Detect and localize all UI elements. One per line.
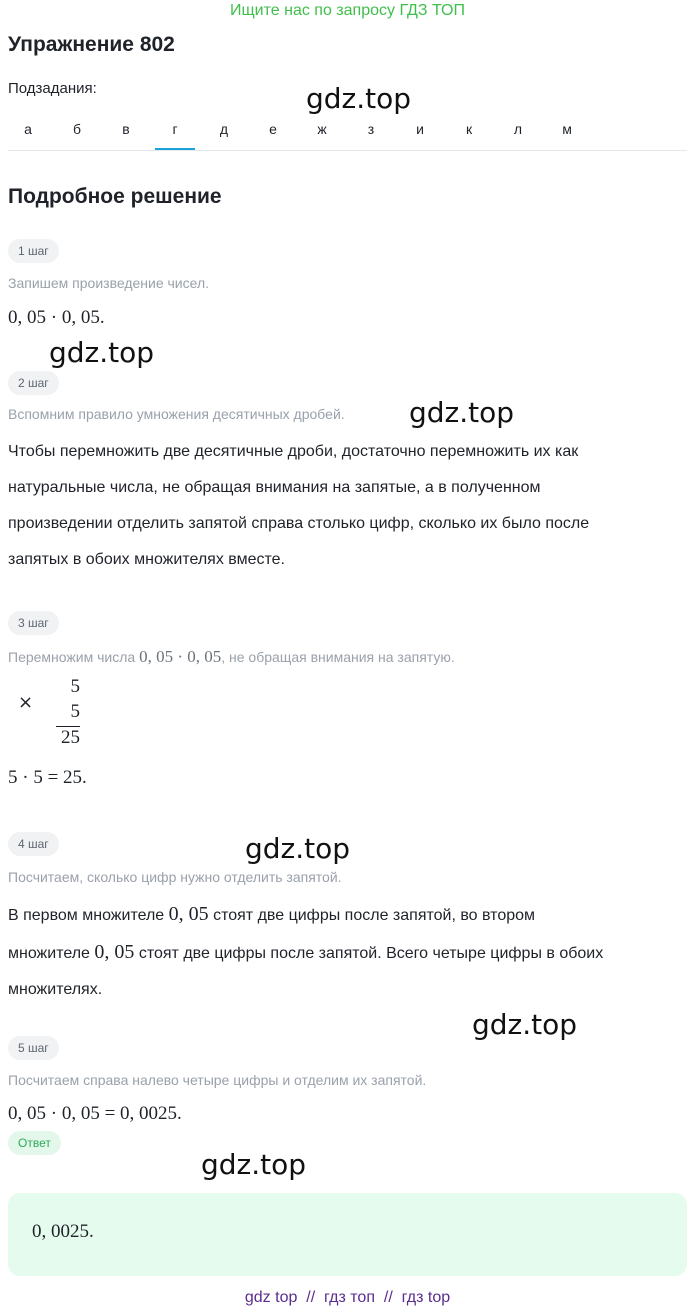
- step-hint: Запишем произведение чисел.: [8, 275, 210, 291]
- step-hint: Посчитаем справа налево четыре цифры и отделим их запятой.: [8, 1072, 427, 1088]
- watermark: gdz.top: [306, 82, 412, 115]
- step-hint: Перемножим числа 0, 05 · 0, 05, не обращая внимания на запятую.: [8, 647, 455, 666]
- step-hint: Посчитаем, сколько цифр нужно отделить запятой.: [8, 869, 342, 885]
- column-operand: 5: [70, 701, 80, 722]
- footer-links[interactable]: gdz top // гдз топ // гдз top: [244, 1289, 451, 1306]
- watermark: gdz.top: [49, 336, 155, 369]
- step-math: 0, 05 · 0, 05.: [8, 307, 105, 328]
- step-text: Чтобы перемножить две десятичные дроби, достаточно перемножить их как натуральные числа, не обращая внимания на запятые, а в полученном произведении отделить запятой справа столько цифр, сколько их было после запятых в обоих множителях вместе.: [8, 443, 590, 568]
- tab-l[interactable]: л: [513, 121, 523, 137]
- tab-e[interactable]: е: [269, 121, 277, 137]
- column-operand: 5: [70, 676, 80, 697]
- multiply-sign: ×: [18, 692, 34, 713]
- step-badge: 1 шаг: [8, 239, 59, 263]
- step-badge: 5 шаг: [8, 1036, 59, 1060]
- step-math: 0, 05 · 0, 05 = 0, 0025.: [8, 1103, 182, 1124]
- step-badge: 3 шаг: [8, 611, 59, 635]
- tab-zh[interactable]: ж: [317, 121, 327, 137]
- tab-v[interactable]: в: [122, 121, 130, 137]
- watermark: gdz.top: [409, 396, 515, 429]
- step-text: В первом множителе 0, 05 стоят две цифры после запятой, во втором множителе 0, 05 стоят две цифры после запятой. Всего четыре цифры в обоих множителях.: [8, 903, 604, 998]
- watermark: gdz.top: [201, 1148, 307, 1181]
- page-title: Упражнение 802: [8, 33, 175, 56]
- subtasks-label: Подзадания:: [8, 80, 97, 97]
- tab-g[interactable]: г: [155, 112, 195, 150]
- tab-b[interactable]: б: [72, 121, 82, 137]
- tab-a[interactable]: а: [24, 121, 32, 137]
- step-badge: 4 шаг: [8, 832, 59, 856]
- watermark: gdz.top: [472, 1008, 578, 1041]
- step-badge: 2 шаг: [8, 371, 59, 395]
- answer-badge: Ответ: [8, 1131, 61, 1155]
- tab-i[interactable]: и: [416, 121, 424, 137]
- answer-value: 0, 0025.: [32, 1221, 94, 1242]
- tab-d[interactable]: д: [219, 121, 229, 137]
- answer-box: [8, 1193, 687, 1276]
- tab-z[interactable]: з: [367, 121, 375, 137]
- step-hint: Вспомним правило умножения десятичных дробей.: [8, 406, 345, 422]
- subtask-tabs: [8, 112, 687, 151]
- tab-k[interactable]: к: [465, 121, 473, 137]
- column-multiplication: [18, 676, 118, 756]
- step-math: 5 · 5 = 25.: [8, 767, 87, 788]
- solution-title: Подробное решение: [8, 185, 222, 208]
- promo-banner: Ищите нас по запросу ГДЗ ТОП: [230, 2, 465, 19]
- watermark: gdz.top: [245, 832, 351, 865]
- column-result: 25: [61, 727, 80, 748]
- tab-m[interactable]: м: [562, 121, 572, 137]
